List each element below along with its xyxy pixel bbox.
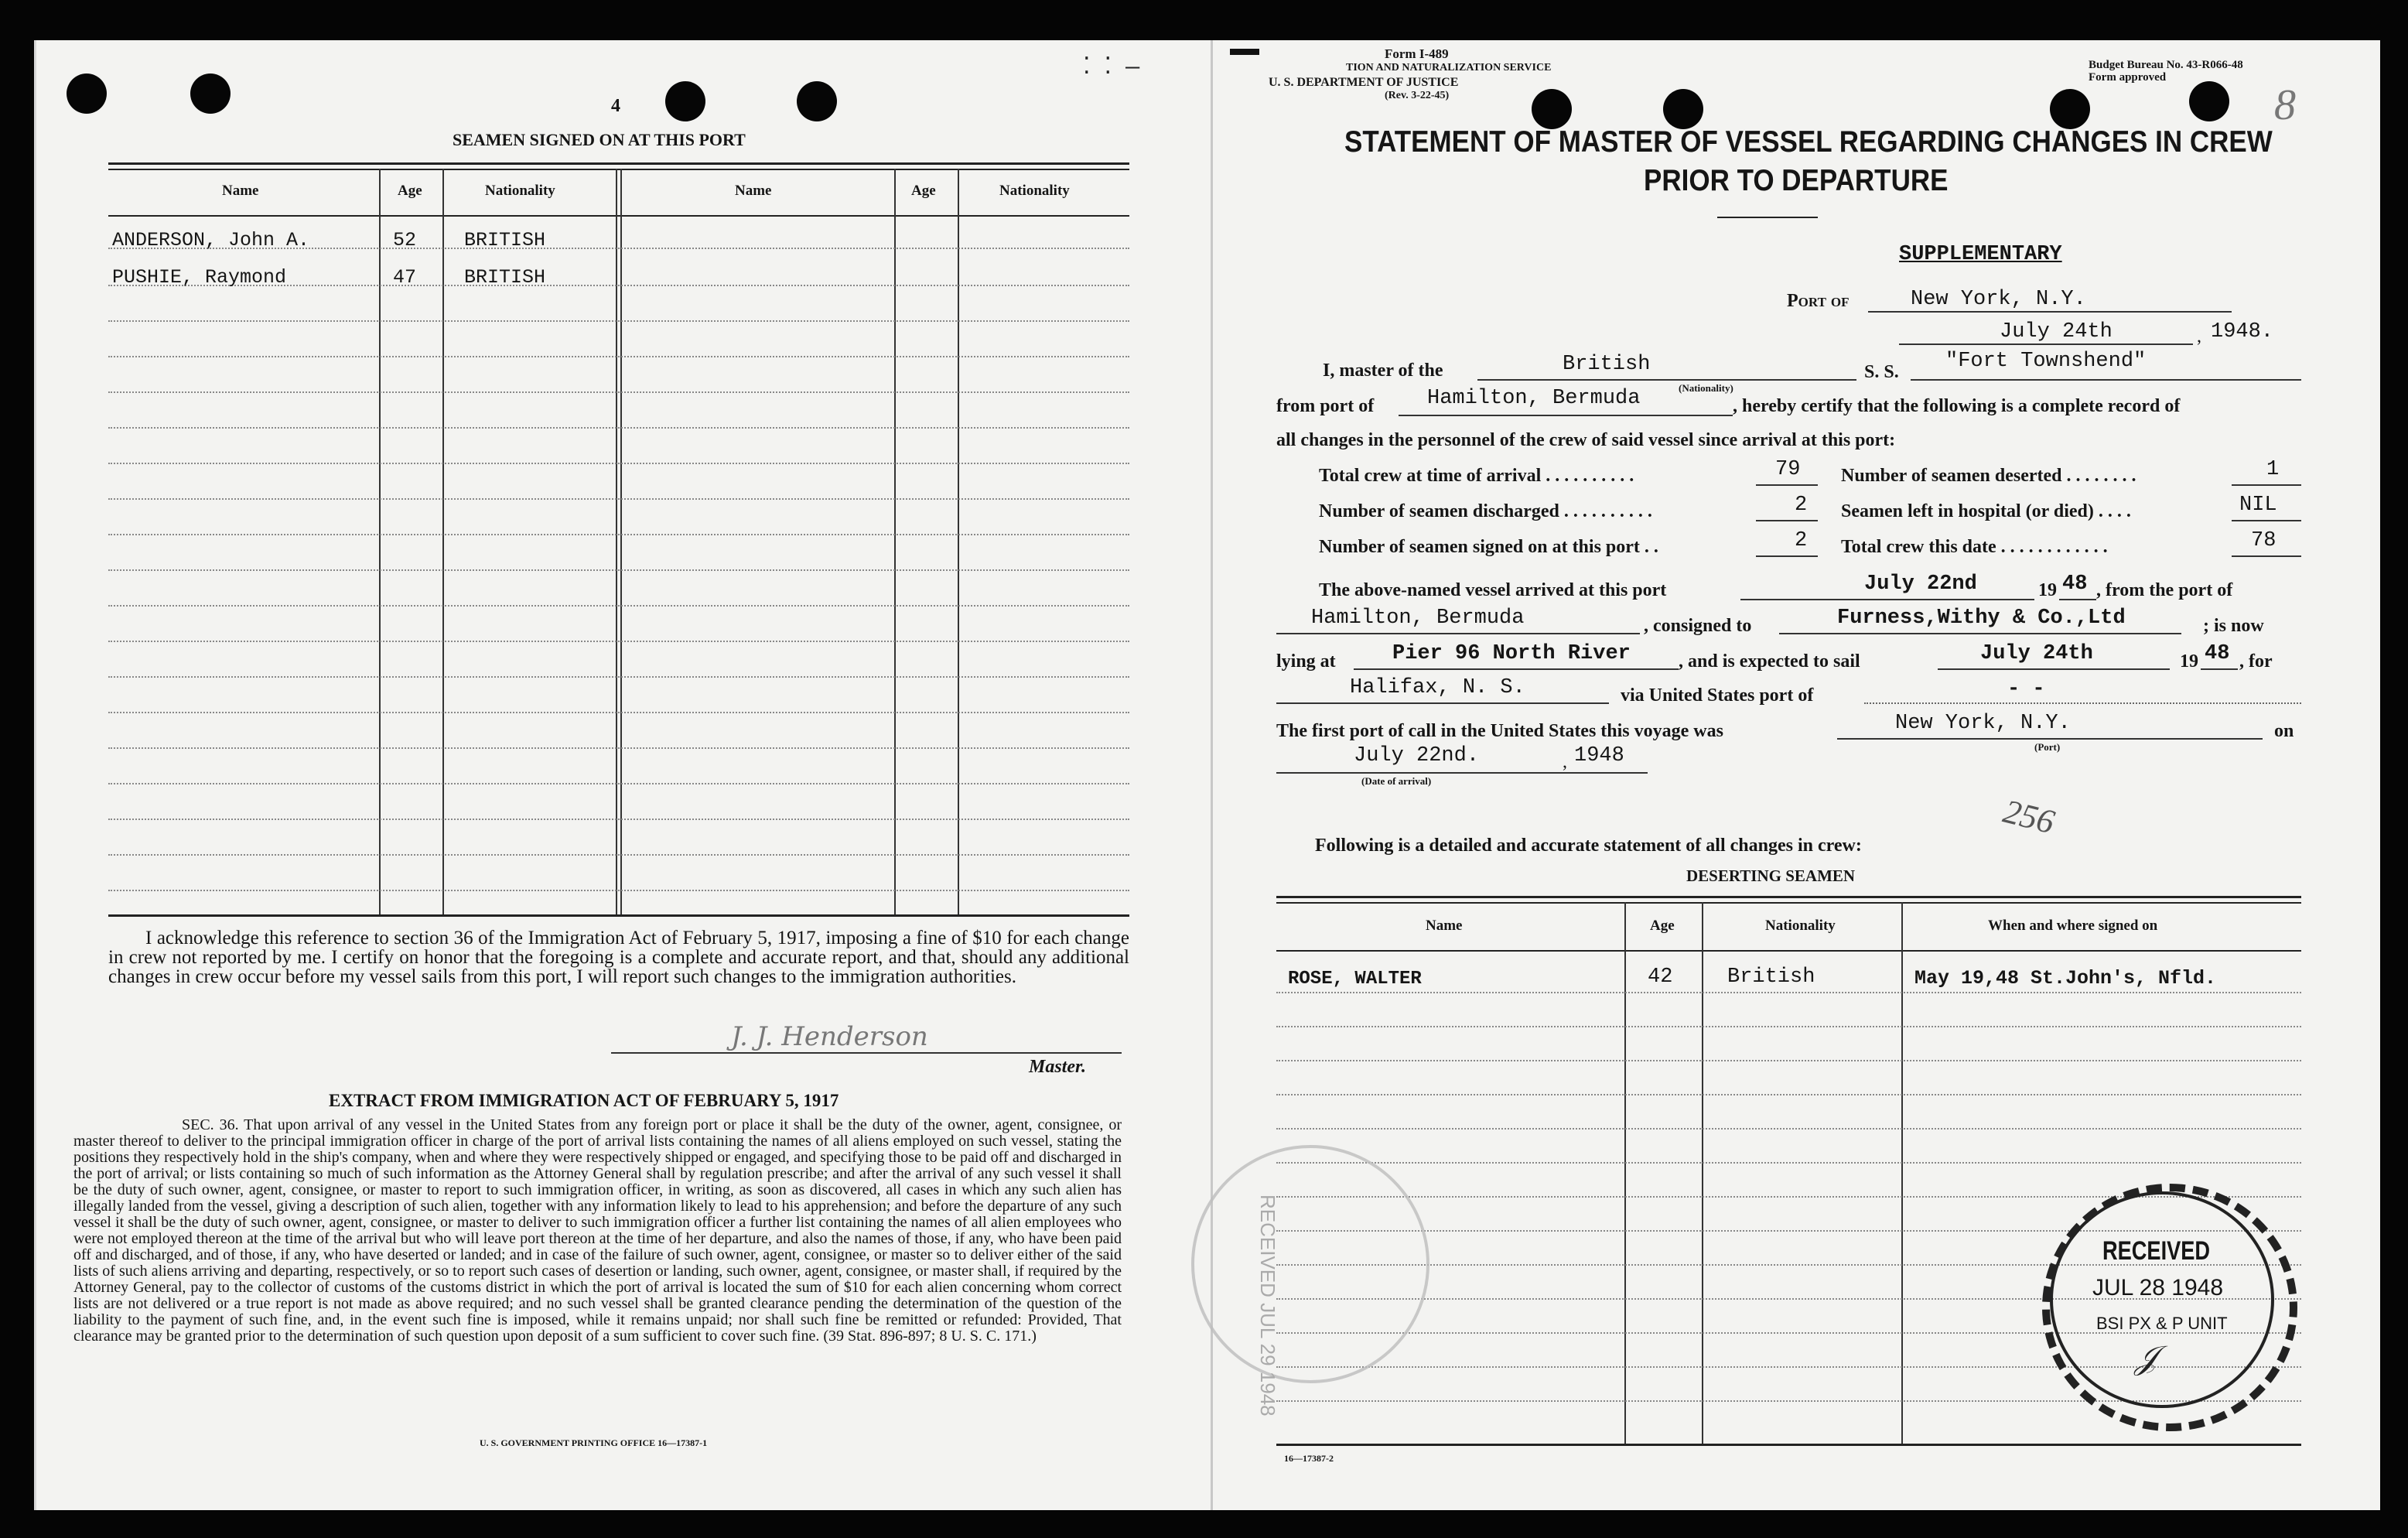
deserting-title: DESERTING SEAMEN — [1686, 866, 1856, 885]
extract-text: SEC. 36. That upon arrival of any vessel in the United States from any foreign port or place it shall be the duty of the owner, agent, consignee, or master thereof to deliver to the principal immigration officer in charge of the port of arrival lists containing the names of all aliens employed on such vessel, stating the positions they respectively hold in the ship's company, when and where they were respectively shipped or engaged, and specifying those to be paid off and discharged in the port of arrival; or lists containing so much of such information as the Attorney General shall by regulation prescribe; and after the arrival of any such vessel it shall be the duty of such owner, agent, consignee, or master to report to such immigration officer, in writing, as soon as discovered, all cases in which any such alien has illegally landed from the vessel, giving a description of such alien, together with any information likely to lead to his apprehension; and before the departure of any such vessel it shall be the duty of such owner, agent, consignee, or master to deliver to such immigration officer a further list containing the names of all alien employees who were not employed thereon at the time of the arrival but who will leave port thereon at the time of her departure, and also the names of those, if any, who have been paid off and discharged, and of those, if any, who have deserted or landed; and in case of the failure of such owner, agent, consignee, or master so to deliver either of the said lists of such aliens arriving and departing, respectively, or so to report such cases of desertion or landing, such owner, agent, consignee, or master shall, if required by the Attorney General, pay to the collector of customs of the customs district in which the port of arrival is located the sum of $10 for each alien concerning whom correct lists are not delivered or a true report is not made as above required; and no such vessel shall be granted clearance pending the determination of the question of the liability to the payment of such fine, and, in the event such fine is imposed, while it remains unpaid; nor shall such fine be remitted or refunded: Provided, That clearance may be granted prior to the determination of such question upon deposit of a sum sufficient to cover such fine. (39 Stat. 896-897; 8 U. S. C. 171.) — [73, 1116, 1122, 1345]
stat-label: Number of seamen deserted . . . . . . . . — [1841, 466, 2136, 486]
form-subtitle: PRIOR TO DEPARTURE — [1644, 164, 1949, 197]
stamp-date: JUL 28 1948 — [2092, 1275, 2224, 1300]
is-now-label: ; is now — [2203, 616, 2264, 636]
arrived-from: Hamilton, Bermuda — [1311, 607, 1525, 630]
sail-date: July 24th — [1980, 642, 2093, 665]
punch-hole — [797, 81, 837, 121]
for-label: , for — [2239, 651, 2273, 672]
table-row-nationality: British — [1727, 966, 1815, 989]
column-header-signed-on: When and where signed on — [1988, 918, 2158, 934]
page-number: 4 — [611, 96, 620, 116]
stamp-left-text: RECEIVED JUL 29 1948 — [1256, 1195, 1279, 1417]
date-year: 1948. — [2211, 320, 2274, 343]
lying-value: Pier 96 North River — [1392, 642, 1631, 665]
via-value: - - — [2007, 678, 2045, 701]
port-of-label: Port of — [1787, 291, 1850, 311]
punch-hole — [1663, 89, 1703, 129]
column-header-age: Age — [398, 183, 422, 199]
column-header-name: Name — [1426, 918, 1463, 934]
table-row-nationality: BRITISH — [464, 266, 546, 289]
ss-label: S. S. — [1864, 362, 1899, 382]
column-header-nationality: Nationality — [485, 183, 555, 199]
expected-label: , and is expected to sail — [1679, 651, 1860, 672]
nationality-value: British — [1563, 353, 1651, 376]
stat-label: Total crew at time of arrival . . . . . . . . . . — [1319, 466, 1634, 486]
consigned-label: , consigned to — [1644, 616, 1752, 636]
table-row-age: 52 — [393, 229, 417, 251]
table-row-age: 47 — [393, 266, 417, 289]
first-port-label: The first port of call in the United States this voyage was — [1276, 721, 1723, 741]
first-port-value: New York, N.Y. — [1895, 712, 2071, 735]
department-name: U. S. DEPARTMENT OF JUSTICE — [1269, 76, 1459, 89]
table-top-rule — [108, 162, 1129, 165]
supplementary-label: SUPPLEMENTARY — [1899, 243, 2062, 266]
stat-value: NIL — [2239, 494, 2277, 517]
arrived-label: The above-named vessel arrived at this port — [1319, 580, 1667, 600]
consigned-value: Furness,Withy & Co.,Ltd — [1837, 607, 2126, 630]
stat-label: Seamen left in hospital (or died) . . . . — [1841, 501, 2131, 521]
on-label: on — [2274, 721, 2294, 741]
stat-value: 2 — [1795, 494, 1808, 517]
table-row-name: PUSHIE, Raymond — [112, 266, 287, 289]
stamp-received: RECEIVED — [2102, 1236, 2211, 1266]
stat-value: 79 — [1775, 458, 1801, 481]
table-row-nationality: BRITISH — [464, 229, 546, 251]
column-header-age: Age — [911, 183, 936, 199]
nationality-caption: (Nationality) — [1679, 382, 1733, 394]
form-number: Form I-489 — [1385, 46, 1449, 61]
section-title: SEAMEN SIGNED ON AT THIS PORT — [453, 130, 746, 149]
stamp-unit: BSI PX & P UNIT — [2096, 1314, 2228, 1333]
corner-mark: 8 — [2274, 81, 2296, 129]
table-row-signed-on: May 19,48 St.John's, Nfld. — [1914, 967, 2217, 989]
date-value: July 24th — [2000, 320, 2113, 343]
stat-label: Number of seamen discharged . . . . . . . . . . — [1319, 501, 1652, 521]
certify-text-2: all changes in the personnel of the crew of said vessel since arrival at this port: — [1276, 430, 1896, 450]
budget-bureau: Budget Bureau No. 43-R066-48 — [2089, 59, 2243, 71]
via-label: via United States port of — [1621, 685, 1814, 706]
stat-value: 78 — [2251, 529, 2276, 552]
table-row-name: ROSE, WALTER — [1288, 969, 1422, 989]
from-port-label: from port of — [1276, 396, 1375, 416]
punch-hole — [665, 81, 705, 121]
column-header-name: Name — [222, 183, 259, 199]
stat-label: Total crew this date . . . . . . . . . . . . — [1841, 537, 2108, 557]
arrived-year-prefix: 19 — [2038, 580, 2057, 600]
service-name: TION AND NATURALIZATION SERVICE — [1346, 62, 1552, 73]
master-of-label: I, master of the — [1323, 361, 1443, 381]
table-row-age: 42 — [1648, 966, 1673, 989]
column-header-nationality: Nationality — [999, 183, 1070, 199]
arrived-date: July 22nd — [1864, 572, 1977, 596]
column-header-age: Age — [1650, 918, 1675, 934]
master-label: Master. — [1029, 1057, 1087, 1077]
sail-year: 48 — [2205, 642, 2230, 665]
stamp-signature: 𝒥 — [2135, 1338, 2157, 1376]
sail-year-prefix: 19 — [2180, 651, 2198, 672]
date-caption: (Date of arrival) — [1361, 775, 1432, 787]
from-port-value: Hamilton, Bermuda — [1427, 387, 1641, 410]
stat-value: 1 — [2266, 458, 2280, 481]
punch-hole — [190, 73, 231, 114]
acknowledgment-text: I acknowledge this reference to section 36 of the Immigration Act of February 5, 1917, imposing a fine of $10 for each change in crew not reported by me. I certify on honor that the foregoing is a complete and accurate report, and that, should any additional changes in crew occur before my vessel sails from this port, I will report such changes to the immigration authorities. — [108, 928, 1129, 987]
column-header-nationality: Nationality — [1765, 918, 1836, 934]
port-of-value: New York, N.Y. — [1911, 288, 2086, 311]
master-signature: J. J. Henderson — [731, 1021, 928, 1052]
stat-value: 2 — [1795, 529, 1808, 552]
first-year: 1948 — [1574, 744, 1624, 767]
handwritten-number: 256 — [2000, 791, 2058, 842]
port-caption: (Port) — [2034, 741, 2061, 753]
from-port-of-label: , from the port of — [2096, 580, 2233, 600]
punch-hole — [67, 73, 107, 114]
ship-name: "Fort Townshend" — [1945, 350, 2147, 373]
column-header-name: Name — [735, 183, 772, 199]
received-stamp — [2042, 1184, 2297, 1431]
punch-hole — [1532, 89, 1572, 129]
following-text: Following is a detailed and accurate statement of all changes in crew: — [1315, 836, 1862, 856]
revision: (Rev. 3-22-45) — [1385, 90, 1450, 101]
printing-office: U. S. GOVERNMENT PRINTING OFFICE 16—17387-1 — [480, 1437, 708, 1448]
stat-label: Number of seamen signed on at this port . . — [1319, 537, 1658, 557]
form-approved: Form approved — [2089, 71, 2167, 84]
punch-hole — [2050, 89, 2090, 129]
extract-title: EXTRACT FROM IMMIGRATION ACT OF FEBRUARY 5, 1917 — [329, 1091, 839, 1110]
destination: Halifax, N. S. — [1350, 676, 1525, 699]
certify-text: , hereby certify that the following is a complete record of — [1733, 396, 2181, 416]
arrived-year: 48 — [2062, 572, 2088, 596]
table-row-name: ANDERSON, John A. — [112, 229, 310, 251]
form-title: STATEMENT OF MASTER OF VESSEL REGARDING CHANGES IN CREW — [1344, 125, 2273, 159]
printing-code: 16—17387-2 — [1284, 1453, 1334, 1464]
punch-hole — [2189, 81, 2229, 121]
first-date: July 22nd. — [1354, 744, 1480, 767]
lying-label: lying at — [1276, 651, 1336, 672]
received-stamp-faint — [1191, 1145, 1429, 1417]
